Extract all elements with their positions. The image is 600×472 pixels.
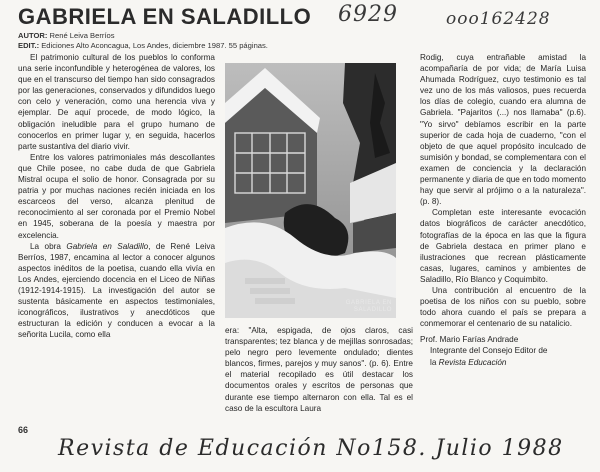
paragraph: Entre los valores patrimoniales más descollantes que Chile posee, no cabe duda de que Gabriela Mistral ocupa el solio de honor. Consagrada por su patria y por muchas naciones recién iniciada en los escarceos del verso, alcanza plenitud de reconocimiento al ser coronada por el Premio Nobel en 1945, soberana de la poesía y maestra por excelencia. — [18, 152, 215, 240]
article-title: GABRIELA EN SALADILLO — [18, 4, 312, 29]
book-metadata — [18, 31, 268, 51]
author-label: AUTOR: — [18, 31, 48, 40]
cover-title-caption — [346, 300, 392, 314]
edition-label: EDIT.: — [18, 41, 40, 50]
paragraph: El patrimonio cultural de los pueblos lo conforma una serie inconfundible y heterogénea de valores, los que en el transcurso del tiempo han sido consagrados por las generaciones, conservados y difundidos luego con celo y veneración, como una herencia viva y ejemplar. De aquí procede, de modo lógico, la obligación ineludible para el grupo humano de conocerlos en primer lugar y, en seguida, hacerlos parte sustantiva del diario vivir. — [18, 53, 215, 151]
text-span: , de René Leiva Berríos, 1987, encamina al lector a conocer algunos aspectos inéditos de la poetisa, cuando ella vivía en Los Andes, ejerciendo docencia en el Liceo de Niñas (1912-1914-1915). La investigación del autor se sustenta básicamente en aspectos testimoniales, iconográficos, ilustrativos y anecdóticos que estructuran la edición y conducen a evocar a la señorita Lucila, como ella — [18, 241, 215, 340]
handwritten-record-code: ооо162428 — [446, 9, 551, 29]
paragraph: Rodig, cuya entrañable amistad la acompañaría de por vida; de María Luisa Ahumada Rodríguez, cuyo testimonio es tal vez uno de los más valiosos, pues recuerda los días de colegio, cuando era alumna de Gabriela. "Pajaritos (...) nos llamaba" (p.6). "Yo sirvo" debíamos escribir en la parte superior de cada hoja de cuaderno, "con el objeto de que aquel propósito inculcado de sumisión y bondad, se complementara con el examen de conciencia y la declaración permanente y diaria de que en todo momento hay que servir al prójimo o a la naturaleza". (p. 8). — [420, 53, 586, 207]
publication-title-italic: Revista Educación — [438, 357, 507, 367]
caption-line: GABRIELA EN — [345, 300, 392, 306]
caption-line: SALADILLO — [353, 307, 392, 313]
handwritten-catalog-number: 6929 — [338, 2, 398, 27]
book-cover-photo — [225, 63, 396, 318]
author-name: René Leiva Berríos — [49, 31, 115, 40]
snowy-house-image — [225, 63, 396, 318]
handwritten-source-note: Revista de Educación No158. Julio 1988 — [58, 436, 564, 461]
paragraph — [18, 241, 215, 341]
edition-details: Ediciones Alto Aconcagua, Los Andes, diciembre 1987. 55 páginas. — [41, 41, 268, 50]
book-title-italic: Gabriela en Saladillo — [66, 241, 149, 251]
edition-line — [18, 41, 268, 51]
author-line — [18, 31, 268, 41]
paragraph: Completan este interesante evocación datos biográficos de carácter anecdótico, fotografías de la época en las que la figura de Gabriela destaca en primer plano e ilustraciones que recrean plásticamente casas, lugares, caminos y ambientes de Saladillo, Río Blanco y Coquimbito. — [420, 208, 586, 284]
text-span: la — [430, 357, 439, 367]
author-signature — [420, 334, 586, 367]
text-column-3 — [420, 52, 586, 368]
text-column-2 — [225, 325, 413, 414]
signature-publication — [420, 357, 586, 368]
text-span: La obra — [30, 241, 67, 251]
page-number: 66 — [18, 425, 29, 435]
signature-role: Integrante del Consejo Editor de — [430, 346, 548, 356]
text-column-1 — [18, 52, 215, 340]
paragraph: Una contribución al encuentro de la poetisa de los niños con su pueblo, sobre todo ahora cuando el país se prepara a conmemorar el centenario de su natalicio. — [420, 285, 586, 329]
paragraph: era: "Alta, espigada, de ojos claros, casi transparentes; tez blanca y de mejillas sonrosadas; pelo negro pero levemente ondulado; dientes blancos, firmes, parejos y muy sanos". (p. 6). Entre el material recopilado es útil destacar los documentos orales y escritos de personas que durante ese tiempo alternaron con ella. Tal es el caso de la escultora Laura — [225, 326, 413, 413]
signature-name: Prof. Mario Farías Andrade — [420, 335, 519, 345]
